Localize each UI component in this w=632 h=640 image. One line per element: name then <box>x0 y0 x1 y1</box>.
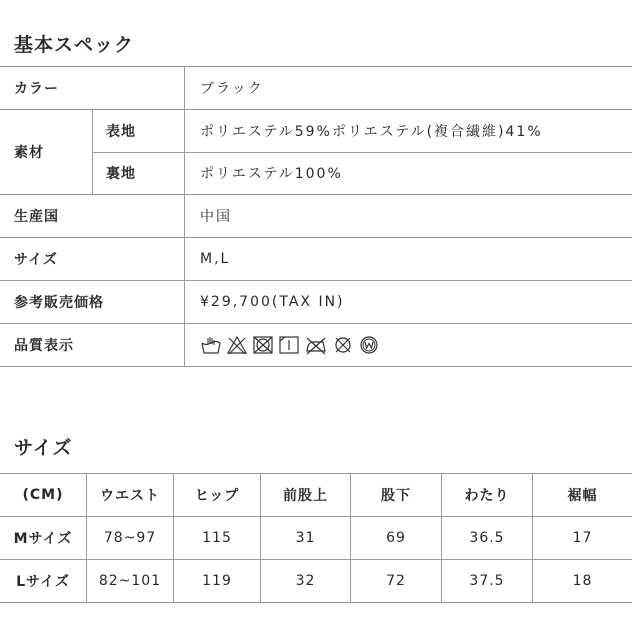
size-header-cell: ウエスト <box>87 474 174 517</box>
size-header-cell: ヒップ <box>174 474 261 517</box>
size-table <box>0 473 632 603</box>
size-cell: 31 <box>261 517 351 560</box>
spec-row-size <box>0 238 632 281</box>
spec-label: 生産国 <box>14 209 59 225</box>
size-header-cell: わたり <box>442 474 533 517</box>
spec-value: ポリエステル100% <box>200 166 343 182</box>
spec-value: ポリエステル59%ポリエステル(複合繊維)41% <box>200 124 543 140</box>
spec-value: M,L <box>200 251 231 267</box>
size-cell: 69 <box>351 517 442 560</box>
spec-row-price <box>0 281 632 324</box>
size-header-cell: 股下 <box>351 474 442 517</box>
size-cell: 119 <box>174 560 261 603</box>
hand-wash-icon <box>200 335 222 355</box>
size-cell: 37.5 <box>442 560 533 603</box>
spec-label: 品質表示 <box>14 338 74 354</box>
low-iron-icon <box>304 335 328 355</box>
spec-label: カラー <box>14 81 59 97</box>
spec-row-care <box>0 324 632 367</box>
spec-subrow-lining <box>92 152 632 194</box>
spec-label: サイズ <box>14 252 58 268</box>
spec-label: 素材 <box>14 145 44 161</box>
no-tumble-dry-icon <box>252 335 274 355</box>
table-row <box>0 517 632 560</box>
size-header-cell: 前股上 <box>261 474 351 517</box>
spec-row-material <box>0 110 632 195</box>
care-symbols <box>200 324 380 366</box>
table-row <box>0 560 632 603</box>
size-cell: 17 <box>533 517 632 560</box>
spec-value: 中国 <box>200 209 232 225</box>
spec-section-title: 基本スペック <box>14 34 135 56</box>
size-header-cell: (CM) <box>0 474 87 517</box>
size-cell: 82~101 <box>87 560 174 603</box>
spec-subrow-outer <box>92 110 632 153</box>
size-section-title: サイズ <box>14 437 73 459</box>
spec-value: ¥29,700(TAX IN) <box>200 294 345 310</box>
size-cell: 115 <box>174 517 261 560</box>
no-bleach-icon <box>226 335 248 355</box>
size-cell: 32 <box>261 560 351 603</box>
spec-sublabel: 裏地 <box>106 166 136 182</box>
size-cell: 78~97 <box>87 517 174 560</box>
spec-sublabel: 表地 <box>106 124 136 140</box>
wet-clean-icon <box>358 335 380 355</box>
size-row-label: Mサイズ <box>0 517 87 560</box>
spec-label: 参考販売価格 <box>14 295 104 311</box>
spec-value: ブラック <box>200 81 264 97</box>
size-cell: 18 <box>533 560 632 603</box>
hang-dry-shade-icon <box>278 335 300 355</box>
size-row-label: Lサイズ <box>0 560 87 603</box>
size-cell: 36.5 <box>442 517 533 560</box>
spec-table <box>0 66 632 367</box>
size-cell: 72 <box>351 560 442 603</box>
no-dry-clean-icon <box>332 335 354 355</box>
spec-row-origin <box>0 195 632 238</box>
size-header-row <box>0 474 632 517</box>
spec-row-color <box>0 67 632 110</box>
size-header-cell: 裾幅 <box>533 474 632 517</box>
